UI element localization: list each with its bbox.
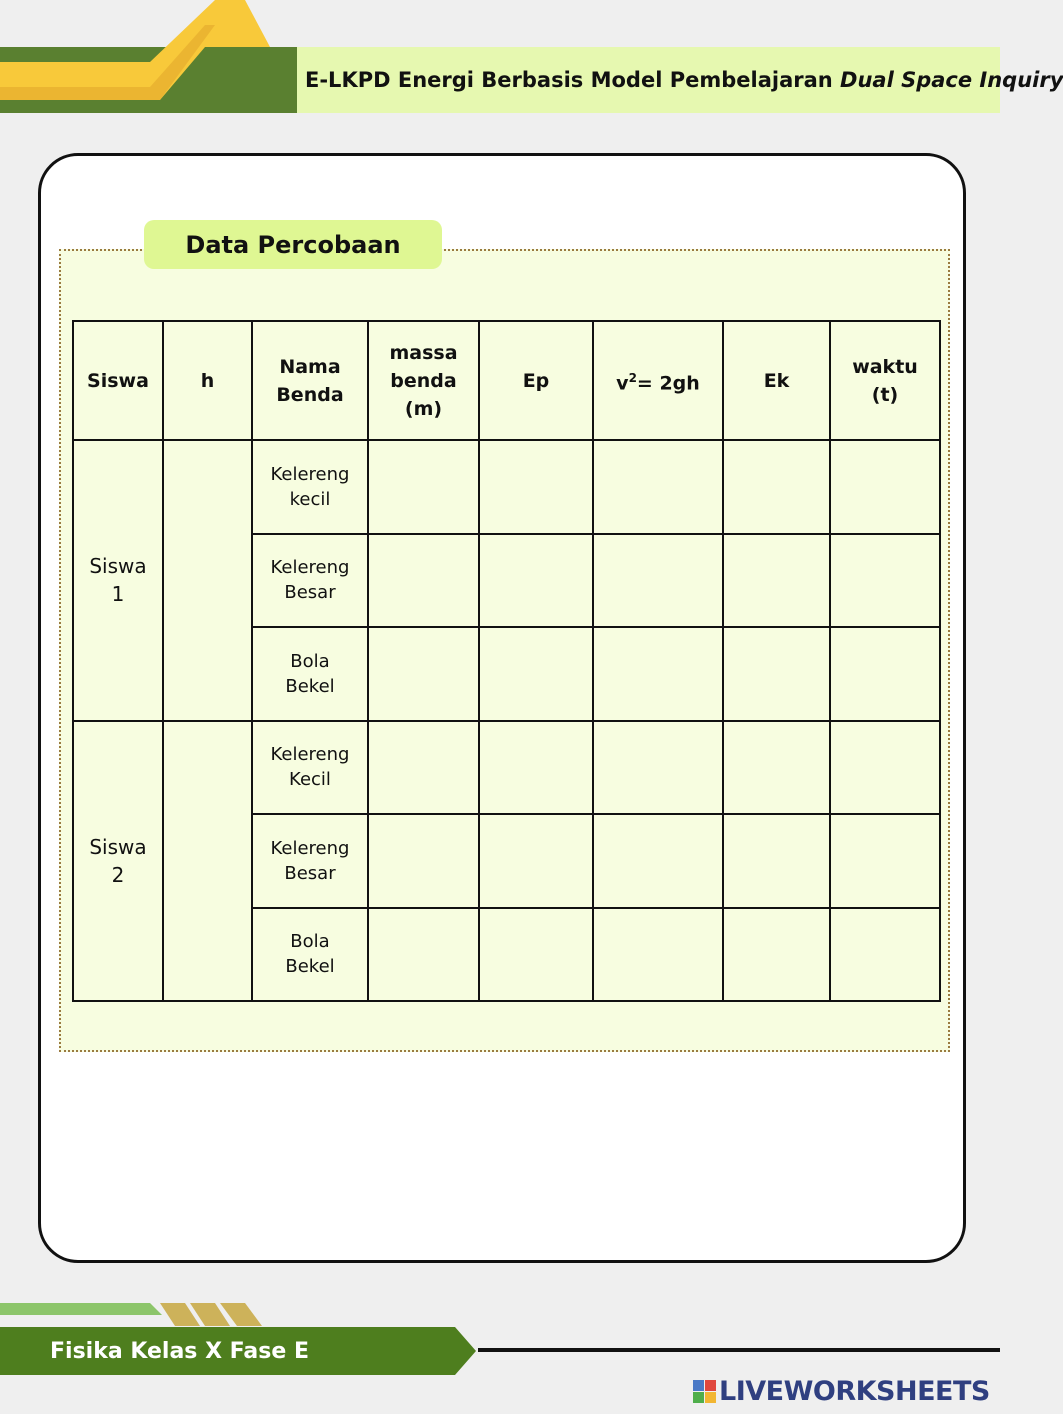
object-cell: Bola Bekel: [252, 627, 368, 721]
time-input-cell[interactable]: [830, 814, 940, 908]
siswa-1-cell: Siswa 1: [73, 440, 163, 721]
brand-logo: [693, 1374, 990, 1408]
time-input-cell[interactable]: [830, 721, 940, 815]
header-ek: Ek: [723, 321, 830, 440]
object-cell: Kelereng kecil: [252, 440, 368, 534]
object-cell: Bola Bekel: [252, 908, 368, 1002]
object-cell: Kelereng Besar: [252, 534, 368, 628]
ep-input-cell[interactable]: [479, 440, 593, 534]
ep-input-cell[interactable]: [479, 534, 593, 628]
ep-input-cell[interactable]: [479, 627, 593, 721]
header-velocity-formula: $v^2= 2gh$: [593, 321, 723, 440]
ek-input-cell[interactable]: [723, 908, 830, 1002]
velocity-input-cell[interactable]: [593, 440, 723, 534]
velocity-input-cell[interactable]: [593, 908, 723, 1002]
ek-input-cell[interactable]: [723, 627, 830, 721]
footer-divider: [478, 1348, 1000, 1352]
liveworksheets-icon: [693, 1380, 716, 1403]
time-input-cell[interactable]: [830, 440, 940, 534]
header-siswa: Siswa: [73, 321, 163, 440]
header-decoration: [0, 0, 300, 115]
siswa-2-cell: Siswa 2: [73, 721, 163, 1002]
ep-input-cell[interactable]: [479, 908, 593, 1002]
table-header-row: [73, 321, 940, 440]
h-input-cell[interactable]: [163, 440, 252, 721]
ek-input-cell[interactable]: [723, 534, 830, 628]
mass-input-cell[interactable]: [368, 721, 479, 815]
header-waktu: waktu (t): [830, 321, 940, 440]
brand-name: LIVEWORKSHEETS: [719, 1375, 990, 1407]
ep-input-cell[interactable]: [479, 814, 593, 908]
velocity-input-cell[interactable]: [593, 627, 723, 721]
velocity-input-cell[interactable]: [593, 534, 723, 628]
h-input-cell[interactable]: [163, 721, 252, 1002]
ek-input-cell[interactable]: [723, 721, 830, 815]
panel-title: Data Percobaan: [144, 220, 442, 269]
mass-input-cell[interactable]: [368, 440, 479, 534]
time-input-cell[interactable]: [830, 534, 940, 628]
experiment-table: [72, 320, 941, 1002]
mass-input-cell[interactable]: [368, 627, 479, 721]
ek-input-cell[interactable]: [723, 814, 830, 908]
header-band: [297, 47, 1063, 113]
mass-input-cell[interactable]: [368, 534, 479, 628]
time-input-cell[interactable]: [830, 908, 940, 1002]
header-nama-benda: Nama Benda: [252, 321, 368, 440]
velocity-input-cell[interactable]: [593, 721, 723, 815]
table-row: [73, 440, 940, 534]
mass-input-cell[interactable]: [368, 814, 479, 908]
header-h: h: [163, 321, 252, 440]
page-title: E-LKPD Energi Berbasis Model Pembelajaran Dual Space Inquiry: [305, 68, 1063, 92]
object-cell: Kelereng Besar: [252, 814, 368, 908]
header-ep: Ep: [479, 321, 593, 440]
ek-input-cell[interactable]: [723, 440, 830, 534]
time-input-cell[interactable]: [830, 627, 940, 721]
object-cell: Kelereng Kecil: [252, 721, 368, 815]
mass-input-cell[interactable]: [368, 908, 479, 1002]
velocity-input-cell[interactable]: [593, 814, 723, 908]
header-massa-benda: massa benda (m): [368, 321, 479, 440]
table-row: [73, 721, 940, 815]
ep-input-cell[interactable]: [479, 721, 593, 815]
footer-subject: Fisika Kelas X Fase E: [50, 1339, 309, 1364]
